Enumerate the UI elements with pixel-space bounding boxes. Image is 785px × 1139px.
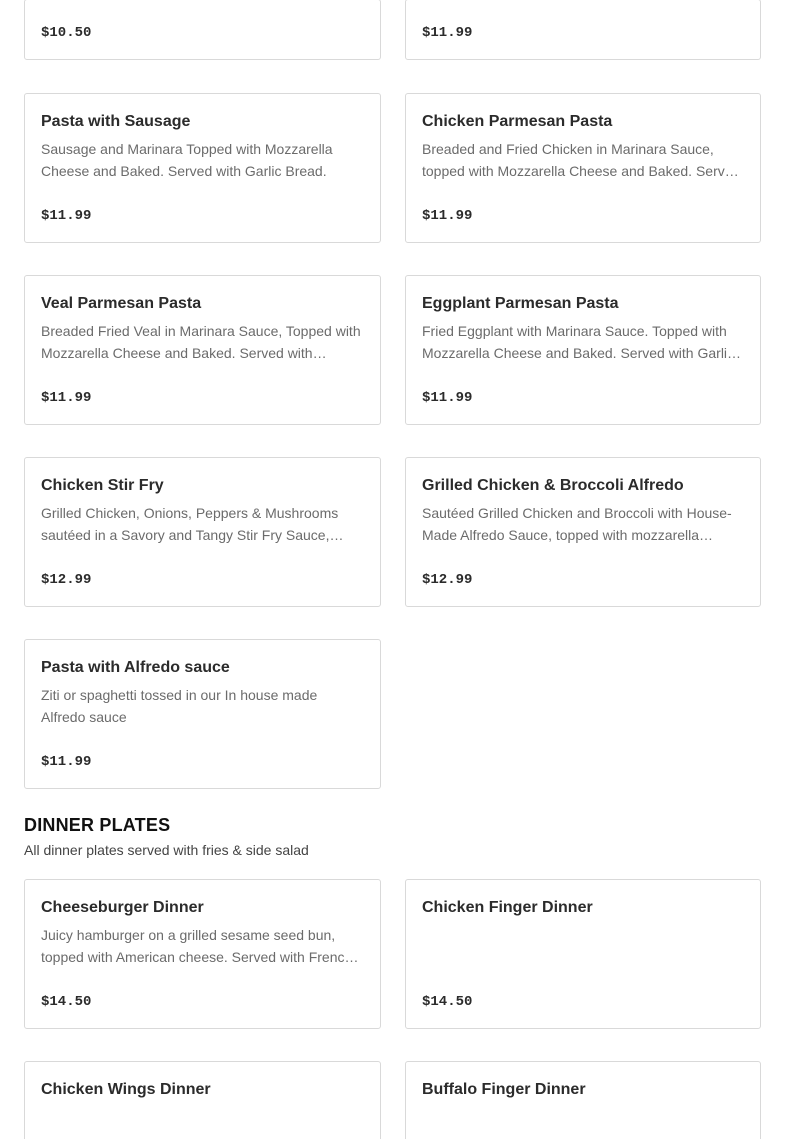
- item-name: Chicken Finger Dinner: [422, 899, 593, 916]
- menu-item-card[interactable]: [24, 93, 381, 243]
- item-description: Sausage and Marinara Topped with Mozzarella Cheese and Baked. Served with Garlic Bread.: [41, 141, 333, 179]
- item-name: Pasta with Sausage: [41, 113, 191, 130]
- item-description: Sautéed Grilled Chicken and Broccoli with House-Made Alfredo Sauce, topped with mozzarella…: [422, 505, 732, 543]
- item-price: $11.99: [41, 754, 92, 770]
- menu-item-card[interactable]: [405, 93, 761, 243]
- item-description: Breaded and Fried Chicken in Marinara Sauce, topped with Mozzarella Cheese and Baked. Serv…: [422, 141, 739, 179]
- menu-item-card[interactable]: [24, 1061, 381, 1139]
- section-title: DINNER PLATES: [24, 815, 171, 835]
- item-description: Grilled Chicken, Onions, Peppers & Mushrooms sautéed in a Savory and Tangy Stir Fry Sauce,…: [41, 505, 344, 543]
- item-name: Chicken Wings Dinner: [41, 1081, 211, 1098]
- item-description: Fried Eggplant with Marinara Sauce. Topped with Mozzarella Cheese and Baked. Served with Garli…: [422, 323, 742, 361]
- menu-item-card[interactable]: [24, 639, 381, 789]
- menu-item-card[interactable]: [24, 275, 381, 425]
- section-subtitle: All dinner plates served with fries & side salad: [24, 842, 309, 858]
- menu-item-card[interactable]: [24, 0, 381, 60]
- item-price: $10.50: [41, 25, 92, 41]
- item-price: $11.99: [422, 390, 473, 406]
- item-description: [41, 1106, 364, 1139]
- item-name: Pasta with Alfredo sauce: [41, 659, 230, 676]
- item-price: $14.50: [422, 994, 473, 1010]
- menu-item-card[interactable]: [405, 275, 761, 425]
- item-name: Chicken Stir Fry: [41, 477, 164, 494]
- menu-item-card[interactable]: [24, 879, 381, 1029]
- menu-item-card[interactable]: [405, 457, 761, 607]
- item-price: $11.99: [41, 390, 92, 406]
- menu-grid-dinner: [24, 879, 761, 1139]
- item-description: Juicy hamburger on a grilled sesame seed bun, topped with American cheese. Served with Frenc…: [41, 927, 359, 965]
- item-price: $14.50: [41, 994, 92, 1010]
- item-name: Grilled Chicken & Broccoli Alfredo: [422, 477, 684, 494]
- dinner-plates-section-header: [24, 813, 761, 860]
- item-description: [422, 924, 744, 968]
- item-price: $11.99: [422, 208, 473, 224]
- item-name: Chicken Parmesan Pasta: [422, 113, 613, 130]
- item-price: $11.99: [41, 208, 92, 224]
- item-description: [422, 1106, 744, 1139]
- menu-item-card[interactable]: [405, 1061, 761, 1139]
- item-description: Ziti or spaghetti tossed in our In house made Alfredo sauce: [41, 687, 318, 725]
- item-description: Breaded Fried Veal in Marinara Sauce, Topped with Mozzarella Cheese and Baked. Served with…: [41, 323, 361, 361]
- item-price: $12.99: [422, 572, 473, 588]
- menu-grid-top: [24, 0, 761, 60]
- item-name: Eggplant Parmesan Pasta: [422, 295, 619, 312]
- menu-item-card[interactable]: [24, 457, 381, 607]
- item-name: Cheeseburger Dinner: [41, 899, 204, 916]
- item-price: $11.99: [422, 25, 473, 41]
- menu-item-card[interactable]: [405, 0, 761, 60]
- menu-item-card[interactable]: [405, 879, 761, 1029]
- item-name: Veal Parmesan Pasta: [41, 295, 202, 312]
- item-name: Buffalo Finger Dinner: [422, 1081, 586, 1098]
- item-price: $12.99: [41, 572, 92, 588]
- menu-grid-pasta: [24, 93, 761, 789]
